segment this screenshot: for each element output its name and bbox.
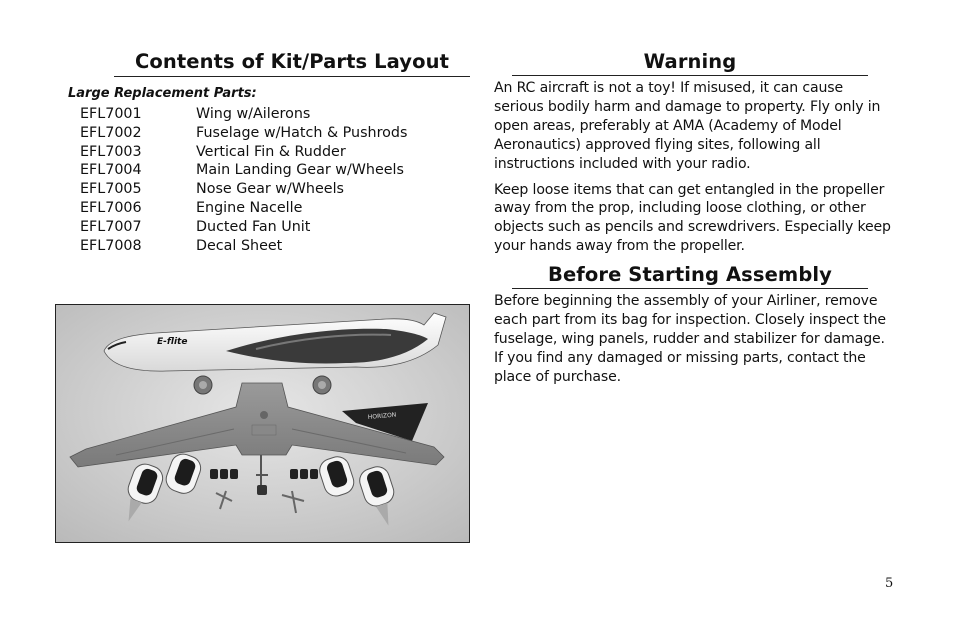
list-item (80, 161, 472, 180)
assembly-title: Before Starting Assembly (548, 263, 832, 287)
warning-section (494, 50, 894, 387)
contents-title: Contents of Kit/Parts Layout (135, 50, 449, 73)
fin-logo: HORIZON (367, 411, 397, 421)
part-name: Main Landing Gear w/Wheels (196, 162, 404, 179)
warning-paragraph: Keep loose items that can get entangled in the propeller away from the prop, including loose clothing, or other objects such as pencils and screwdrivers. Especially keep your hands away from the propeller. (494, 181, 891, 255)
part-number: EFL7008 (80, 237, 142, 254)
part-number: EFL7006 (80, 199, 142, 216)
contents-section (56, 50, 472, 255)
part-name: Engine Nacelle (196, 199, 303, 216)
part-number: EFL7003 (80, 143, 142, 160)
warning-title-block (512, 50, 868, 76)
part-name: Nose Gear w/Wheels (196, 181, 345, 198)
page-number: 5 (885, 576, 894, 591)
part-name: Fuselage w/Hatch & Pushrods (196, 124, 408, 141)
list-item (80, 199, 472, 218)
assembly-paragraph: Before beginning the assembly of your Airliner, remove each part from its bag for inspection. Closely inspect the fuselage, wing panels, rudder and stabilizer for damage. If you find any damaged or missing parts, contact the place of purchase. (494, 293, 886, 385)
fuselage-logo: E-flite (157, 337, 188, 347)
part-number: EFL7007 (80, 218, 142, 235)
contents-title-block (114, 50, 470, 77)
kit-parts-illustration (56, 305, 469, 542)
part-number: EFL7002 (80, 124, 142, 141)
list-item (80, 237, 472, 256)
part-number: EFL7005 (80, 181, 142, 198)
list-item (80, 143, 472, 162)
list-item (80, 124, 472, 143)
part-name: Decal Sheet (196, 237, 283, 254)
assembly-title-block (512, 263, 868, 289)
warning-paragraph: An RC aircraft is not a toy! If misused, it can cause serious bodily harm and damage to property. Fly only in open areas, preferably at AMA (Academy of Model Aeronautics) approved flying sites, following all instructions included with your radio. (494, 80, 881, 172)
list-item (80, 180, 472, 199)
replacement-parts-subheading: Large Replacement Parts: (68, 86, 257, 101)
part-name: Ducted Fan Unit (196, 218, 311, 235)
part-number: EFL7001 (80, 106, 142, 122)
parts-list (80, 105, 472, 255)
list-item (80, 105, 472, 124)
part-number: EFL7004 (80, 162, 142, 179)
list-item (80, 218, 472, 237)
part-name: Vertical Fin & Rudder (196, 143, 346, 160)
part-name: Wing w/Ailerons (196, 106, 311, 122)
warning-title: Warning (643, 50, 737, 73)
kit-parts-photo (55, 304, 470, 543)
